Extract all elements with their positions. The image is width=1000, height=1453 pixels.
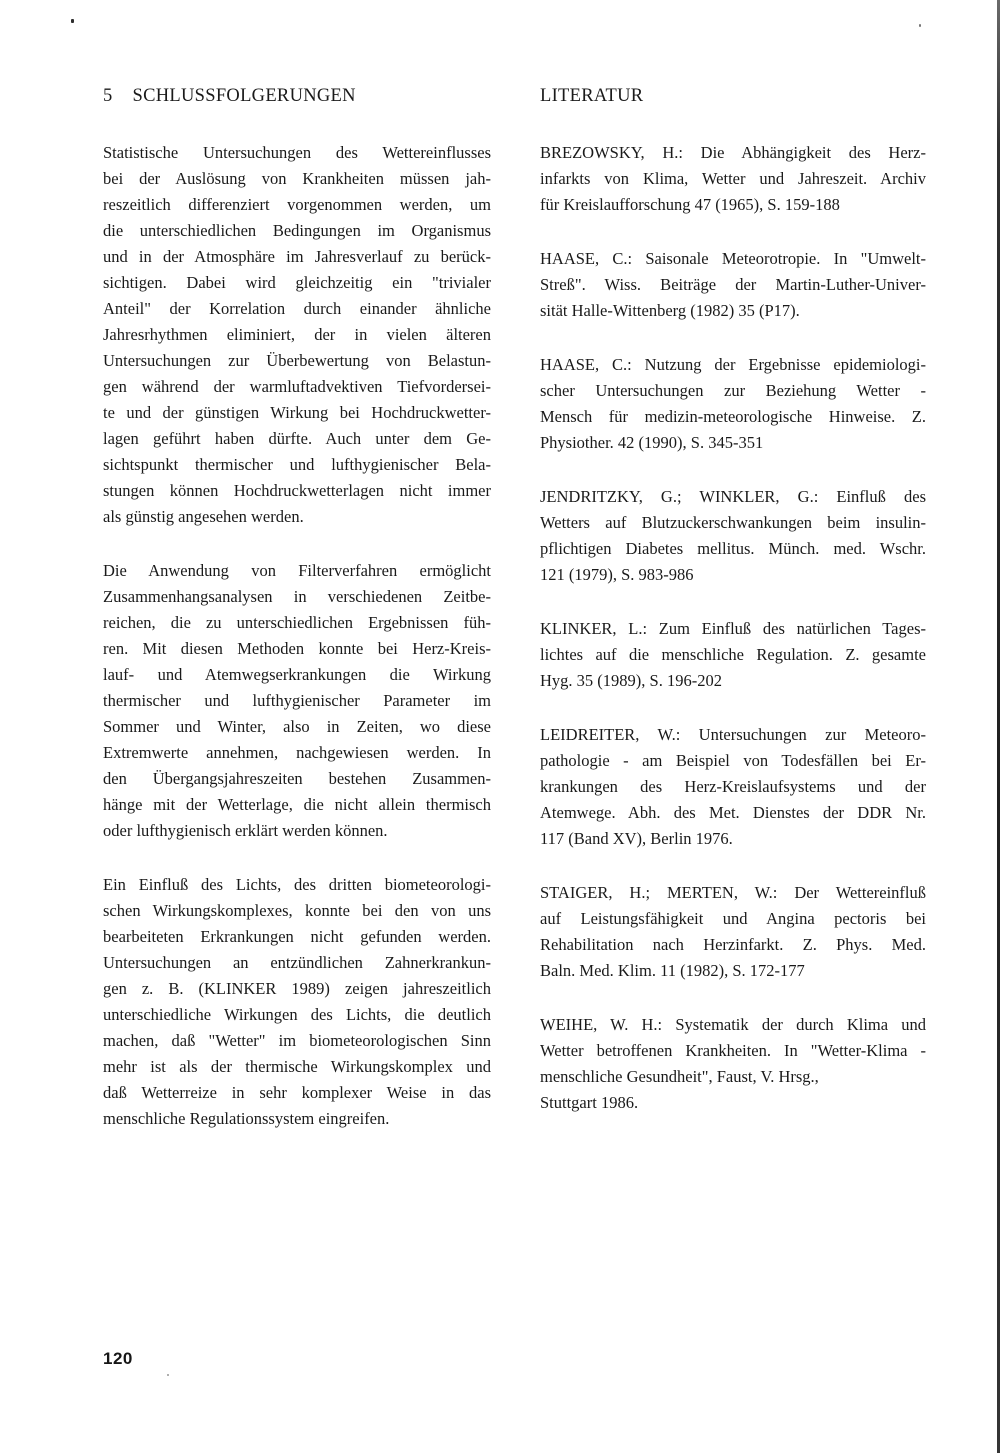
text-line: thermischer und lufthygienischer Parameter im xyxy=(103,691,491,710)
paragraph xyxy=(103,140,491,530)
text-line: ren. Mit diesen Methoden konnte bei Herz-Kreis- xyxy=(103,639,491,658)
text-line: KLINKER, L.: Zum Einfluß des natürlichen Tages- xyxy=(540,619,926,638)
reference-entry xyxy=(540,484,926,588)
text-line: te und der günstigen Wirkung bei Hochdruckwetter- xyxy=(103,403,491,422)
text-line: Hyg. 35 (1989), S. 196-202 xyxy=(540,671,722,690)
text-line: Mensch für medizin-meteorologische Hinweise. Z. xyxy=(540,407,926,426)
text-line: Streß". Wiss. Beiträge der Martin-Luther-Univer- xyxy=(540,275,926,294)
text-line: LEIDREITER, W.: Untersuchungen zur Meteoro- xyxy=(540,725,926,744)
text-line: unterschiedliche Wirkungen des Lichts, die deutlich xyxy=(103,1005,491,1024)
text-line: menschliche Gesundheit", Faust, V. Hrsg., xyxy=(540,1067,819,1086)
text-line: den Übergangsjahreszeiten bestehen Zusammen- xyxy=(103,769,491,788)
text-line: Untersuchungen zur Überbewertung von Belastun- xyxy=(103,351,491,370)
references-heading xyxy=(540,86,926,112)
scan-speck xyxy=(919,24,921,27)
text-line: stungen können Hochdruckwetterlagen nicht immer xyxy=(103,481,491,500)
text-line: Physiother. 42 (1990), S. 345-351 xyxy=(540,433,764,452)
text-line: lauf- und Atemwegserkrankungen die Wirkung xyxy=(103,665,491,684)
text-line: STAIGER, H.; MERTEN, W.: Der Wettereinfluß xyxy=(540,883,926,902)
text-line: 121 (1979), S. 983-986 xyxy=(540,565,694,584)
text-line: 117 (Band XV), Berlin 1976. xyxy=(540,829,733,848)
text-line: Anteil" der Korrelation durch einander ähnliche xyxy=(103,299,491,318)
text-line: Wetters auf Blutzuckerschwankungen beim insulin- xyxy=(540,513,926,532)
references-body xyxy=(540,140,926,1116)
references-column xyxy=(540,86,926,1116)
text-line: BREZOWSKY, H.: Die Abhängigkeit des Herz- xyxy=(540,143,926,162)
text-line: die unterschiedlichen Bedingungen im Organismus xyxy=(103,221,491,240)
text-line: HAASE, C.: Saisonale Meteorotropie. In "Umwelt- xyxy=(540,249,926,268)
text-line: Untersuchungen an entzündlichen Zahnerkrankun- xyxy=(103,953,491,972)
text-line: menschliche Regulationssystem eingreifen. xyxy=(103,1109,390,1128)
text-line: Atemwege. Abh. des Met. Dienstes der DDR Nr. xyxy=(540,803,926,822)
paragraph xyxy=(103,558,491,844)
reference-entry xyxy=(540,140,926,218)
reference-entry xyxy=(540,722,926,852)
scan-speck xyxy=(167,1374,169,1376)
text-line: Die Anwendung von Filterverfahren ermöglicht xyxy=(103,561,491,580)
text-line: reszeitlich differenziert vorgenommen werden, um xyxy=(103,195,491,214)
text-line: pathologie - am Beispiel von Todesfällen bei Er- xyxy=(540,751,926,770)
text-line: sichtigen. Dabei wird gleichzeitig ein "trivialer xyxy=(103,273,491,292)
text-line: mehr ist als der thermische Wirkungskomplex und xyxy=(103,1057,491,1076)
text-line: auf Leistungsfähigkeit und Angina pectoris bei xyxy=(540,909,926,928)
reference-entry xyxy=(540,616,926,694)
text-line: lichtes auf die menschliche Regulation. Z. gesamte xyxy=(540,645,926,664)
text-line: hänge mit der Wetterlage, die nicht allein thermisch xyxy=(103,795,491,814)
text-line: krankungen des Herz-Kreislaufsystems und der xyxy=(540,777,926,796)
text-line: Statistische Untersuchungen des Wettereinflusses xyxy=(103,143,491,162)
text-line: für Kreislaufforschung 47 (1965), S. 159-188 xyxy=(540,195,840,214)
text-line: gen während der warmluftadvektiven Tiefvordersei- xyxy=(103,377,491,396)
section-number: 5 xyxy=(103,86,113,106)
conclusions-column xyxy=(103,86,491,1132)
text-line: bearbeiteten Erkrankungen nicht gefunden werden. xyxy=(103,927,491,946)
scan-speck xyxy=(71,19,74,23)
text-line: bei der Auslösung von Krankheiten müssen jah- xyxy=(103,169,491,188)
text-line: Rehabilitation nach Herzinfarkt. Z. Phys. Med. xyxy=(540,935,926,954)
text-line: als günstig angesehen werden. xyxy=(103,507,304,526)
text-line: sität Halle-Wittenberg (1982) 35 (P17). xyxy=(540,301,800,320)
text-line: pflichtigen Diabetes mellitus. Münch. med. Wschr. xyxy=(540,539,926,558)
text-line: Sommer und Winter, also in Zeiten, wo diese xyxy=(103,717,491,736)
text-line: machen, daß "Wetter" im biometeorologischen Sinn xyxy=(103,1031,491,1050)
text-line: sichtspunkt thermischer und lufthygienischer Bela- xyxy=(103,455,491,474)
text-line: Zusammenhangsanalysen in verschiedenen Zeitbe- xyxy=(103,587,491,606)
text-line: WEIHE, W. H.: Systematik der durch Klima und xyxy=(540,1015,926,1034)
text-line: oder lufthygienisch erklärt werden können. xyxy=(103,821,388,840)
text-line: daß Wetterreize in sehr komplexer Weise in das xyxy=(103,1083,491,1102)
text-line: Ein Einfluß des Lichts, des dritten biometeorologi- xyxy=(103,875,491,894)
text-line: JENDRITZKY, G.; WINKLER, G.: Einfluß des xyxy=(540,487,926,506)
text-line: Stuttgart 1986. xyxy=(540,1093,639,1112)
text-line: Extremwerte annehmen, nachgewiesen werden. In xyxy=(103,743,491,762)
text-line: HAASE, C.: Nutzung der Ergebnisse epidemiologi- xyxy=(540,355,926,374)
text-line: lagen geführt haben dürfte. Auch unter dem Ge- xyxy=(103,429,491,448)
reference-entry xyxy=(540,1012,926,1116)
text-line: Jahresrhythmen eliminiert, der in vielen älteren xyxy=(103,325,491,344)
reference-entry xyxy=(540,880,926,984)
text-line: schen Wirkungskomplexes, konnte bei den von uns xyxy=(103,901,491,920)
conclusions-heading xyxy=(103,86,491,112)
text-line: Wetter betroffenen Krankheiten. In "Wetter-Klima - xyxy=(540,1041,926,1060)
paragraph xyxy=(103,872,491,1132)
text-line: scher Untersuchungen zur Beziehung Wetter - xyxy=(540,381,926,400)
references-heading-label: LITERATUR xyxy=(540,86,644,106)
conclusions-body xyxy=(103,140,491,1132)
page-number: 120 xyxy=(103,1349,133,1368)
text-line: und in der Atmosphäre im Jahresverlauf zu berück- xyxy=(103,247,491,266)
reference-entry xyxy=(540,352,926,456)
text-line: infarkts von Klima, Wetter und Jahreszeit. Archiv xyxy=(540,169,926,188)
conclusions-heading-label: SCHLUSSFOLGERUNGEN xyxy=(132,86,356,106)
text-line: reichen, die zu unterschiedlichen Ergebnissen füh- xyxy=(103,613,491,632)
text-line: gen z. B. (KLINKER 1989) zeigen jahreszeitlich xyxy=(103,979,491,998)
text-line: Baln. Med. Klim. 11 (1982), S. 172-177 xyxy=(540,961,805,980)
reference-entry xyxy=(540,246,926,324)
